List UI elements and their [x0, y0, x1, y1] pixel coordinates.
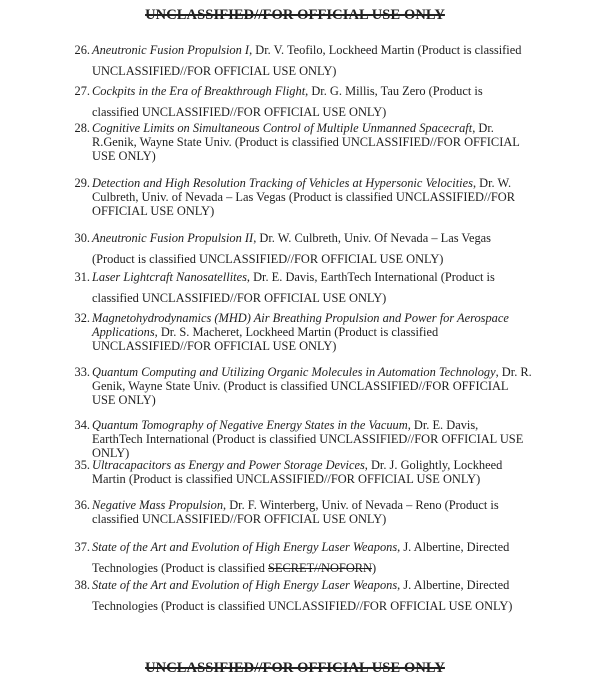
list-item-31 — [74, 267, 532, 309]
item-title: State of the Art and Evolution of High Energy Laser Weapons — [92, 578, 398, 592]
item-details: , Dr. V. Teofilo, Lockheed Martin (Product is classified UNCLASSIFIED//FOR OFFICIAL USE ONLY) — [92, 43, 522, 78]
list-item-26 — [74, 40, 532, 82]
item-title: Cockpits in the Era of Breakthrough Flight — [92, 84, 306, 98]
item-number: 35. — [74, 458, 90, 472]
item-title: Magnetohydrodynamics (MHD) Air Breathing Propulsion and Power for Aerospace Applications — [92, 311, 509, 339]
item-title: Cognitive Limits on Simultaneous Control of Multiple Unmanned Spacecraft — [92, 121, 473, 135]
item-details: , Dr. W. Culbreth, Univ. of Nevada – Las Vegas (Product is classified UNCLASSIFIED//FOR OFFICIAL USE ONLY) — [92, 176, 515, 218]
list-item-32 — [74, 311, 532, 353]
item-details: , Dr. E. Davis, EarthTech International (Product is classified UNCLASSIFIED//FOR OFFICIAL USE ONLY) — [92, 270, 495, 305]
list-item-29 — [74, 176, 532, 218]
item-number: 36. — [74, 498, 90, 512]
item-details: , Dr. W. Culbreth, Univ. Of Nevada – Las Vegas (Product is classified UNCLASSIFIED//FOR OFFICIAL USE ONLY) — [92, 231, 491, 266]
item-number: 34. — [74, 418, 90, 432]
item-details: , Dr. S. Macheret, Lockheed Martin (Product is classified UNCLASSIFIED//FOR OFFICIAL USE ONLY) — [92, 325, 439, 353]
item-title: Quantum Tomography of Negative Energy States in the Vacuum — [92, 418, 408, 432]
item-number: 28. — [74, 121, 90, 135]
item-number: 32. — [74, 311, 90, 325]
list-item-33 — [74, 365, 532, 407]
item-title: Quantum Computing and Utilizing Organic Molecules in Automation Technology — [92, 365, 496, 379]
item-title: Detection and High Resolution Tracking of Vehicles at Hypersonic Velocities — [92, 176, 473, 190]
item-details: , Dr. F. Winterberg, Univ. of Nevada – Reno (Product is classified UNCLASSIFIED//FOR OFFICIAL USE ONLY) — [92, 498, 499, 526]
item-details: , Dr. G. Millis, Tau Zero (Product is classified UNCLASSIFIED//FOR OFFICIAL USE ONLY) — [92, 84, 483, 119]
item-number: 29. — [74, 176, 90, 190]
item-details-tail: ) — [371, 561, 377, 575]
item-title: Laser Lightcraft Nanosatellites — [92, 270, 247, 284]
footer-classification-marking — [0, 660, 590, 677]
item-title: Aneutronic Fusion Propulsion II — [92, 231, 254, 245]
item-title: Aneutronic Fusion Propulsion I — [92, 43, 250, 57]
item-details: , Dr. R.Genik, Wayne State Univ. (Product is classified UNCLASSIFIED//FOR OFFICIAL USE ONLY) — [92, 121, 520, 163]
item-details: , J. Albertine, Directed Technologies (Product is classified — [92, 540, 510, 575]
list-item-34 — [74, 418, 532, 460]
list-item-35 — [74, 458, 532, 486]
item-number: 31. — [74, 270, 90, 284]
header-marking-text: UNCLASSIFIED//FOR OFFICIAL USE ONLY — [145, 7, 445, 23]
item-details: , J. Albertine, Directed Technologies (Product is classified UNCLASSIFIED//FOR OFFICIAL USE ONLY) — [92, 578, 513, 613]
item-number: 37. — [74, 540, 90, 554]
list-item-28 — [74, 121, 532, 163]
list-item-30 — [74, 228, 532, 270]
struck-classification: SECRET//NOFORN — [268, 561, 372, 575]
list-item-36 — [74, 498, 532, 526]
item-number: 38. — [74, 578, 90, 592]
item-number: 26. — [74, 43, 90, 57]
list-item-38 — [74, 575, 532, 617]
item-details: , Dr. J. Golightly, Lockheed Martin (Product is classified UNCLASSIFIED//FOR OFFICIAL USE ONLY) — [92, 458, 503, 486]
item-number: 33. — [74, 365, 90, 379]
item-title: Ultracapacitors as Energy and Power Storage Devices — [92, 458, 365, 472]
list-item-27 — [74, 81, 532, 123]
item-number: 30. — [74, 231, 90, 245]
item-title: State of the Art and Evolution of High Energy Laser Weapons — [92, 540, 398, 554]
item-number: 27. — [74, 84, 90, 98]
footer-marking-text: UNCLASSIFIED//FOR OFFICIAL USE ONLY — [145, 660, 445, 676]
item-details: , Dr. E. Davis, EarthTech International (Product is classified UNCLASSIFIED//FOR OFFICIAL USE ONLY) — [92, 418, 524, 460]
item-details: , Dr. R. Genik, Wayne State Univ. (Product is classified UNCLASSIFIED//FOR OFFICIAL USE ONLY) — [92, 365, 532, 407]
list-item-37 — [74, 537, 532, 579]
item-title: Negative Mass Propulsion — [92, 498, 224, 512]
